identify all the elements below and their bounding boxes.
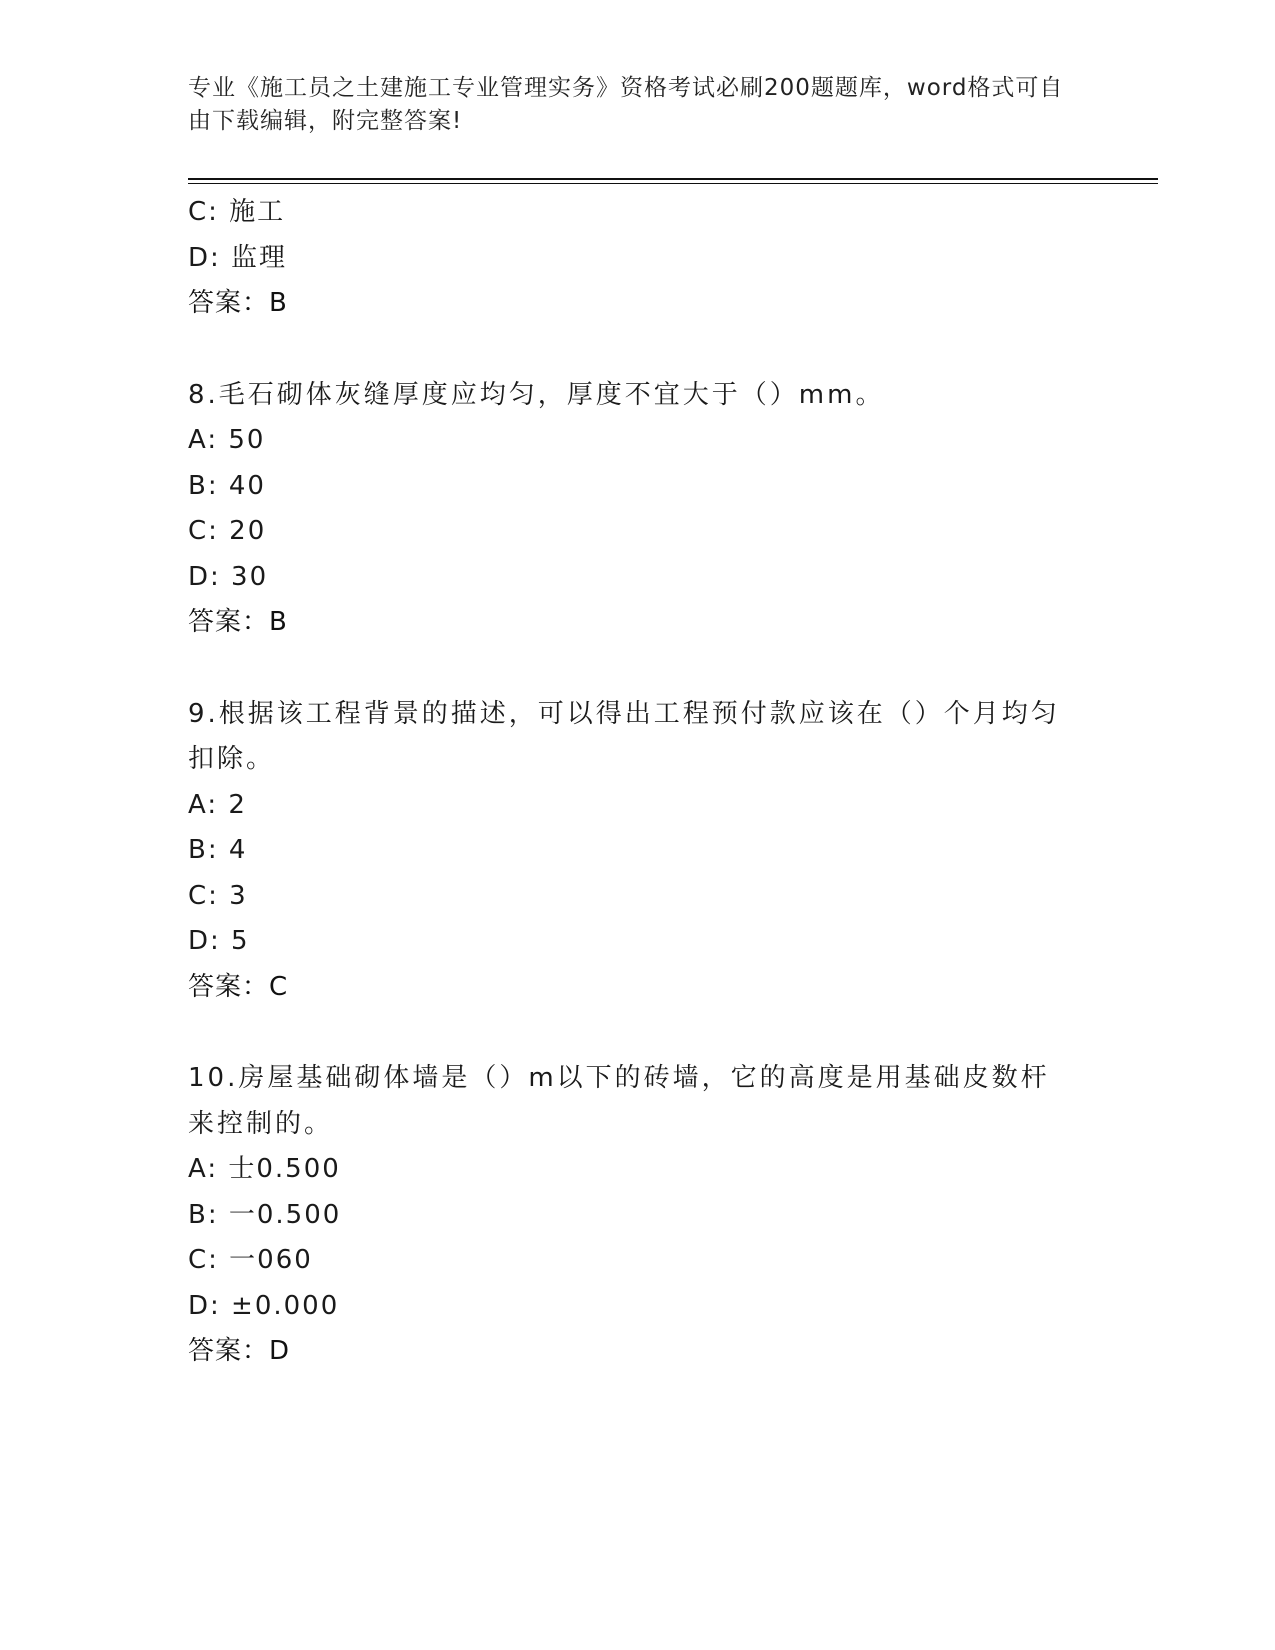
- question-text: 10.房屋基础砌体墙是（）m以下的砖墙，它的高度是用基础皮数杆来控制的。: [188, 1063, 1050, 1139]
- question-block-10: [188, 1056, 1088, 1375]
- option-b: B: 40: [188, 470, 266, 501]
- option-c: C: 施工: [188, 197, 286, 227]
- question-block-8: [188, 373, 1088, 646]
- answer-line: 答案：B: [188, 607, 288, 637]
- option-c: C: 20: [188, 516, 267, 546]
- question-text: 8.毛石砌体灰缝厚度应均匀，厚度不宜大于（）mm。: [188, 379, 885, 410]
- option-d: D: 监理: [188, 242, 288, 273]
- question-block-7: [188, 190, 1088, 327]
- question-text: 9.根据该工程背景的描述，可以得出工程预付款应该在（）个月均匀扣除。: [188, 698, 1060, 774]
- question-spacer: [188, 646, 1088, 692]
- option-c: C: 3: [188, 880, 248, 911]
- option-b: B: 4: [188, 835, 248, 865]
- option-b: B: 一0.500: [188, 1199, 342, 1230]
- option-c: C: 一060: [188, 1245, 313, 1275]
- option-a: A: 士0.500: [188, 1154, 341, 1184]
- answer-line: 答案：B: [188, 288, 288, 318]
- option-d: D: 30: [188, 561, 269, 592]
- document-header-title: 专业《施工员之土建施工专业管理实务》资格考试必刷200题题库，word格式可自由下载编辑，附完整答案!: [188, 75, 1064, 134]
- header-divider-thin: [188, 183, 1158, 184]
- option-a: A: 50: [188, 425, 266, 455]
- answer-line: 答案：C: [188, 971, 289, 1002]
- option-d: D: ±0.000: [188, 1290, 340, 1321]
- option-a: A: 2: [188, 789, 247, 820]
- answer-line: 答案：D: [188, 1336, 291, 1366]
- question-list: [188, 190, 1088, 1375]
- question-spacer: [188, 1010, 1088, 1056]
- header-divider-thick: [188, 178, 1158, 180]
- question-block-9: [188, 692, 1088, 1011]
- option-d: D: 5: [188, 926, 250, 956]
- question-spacer: [188, 327, 1088, 373]
